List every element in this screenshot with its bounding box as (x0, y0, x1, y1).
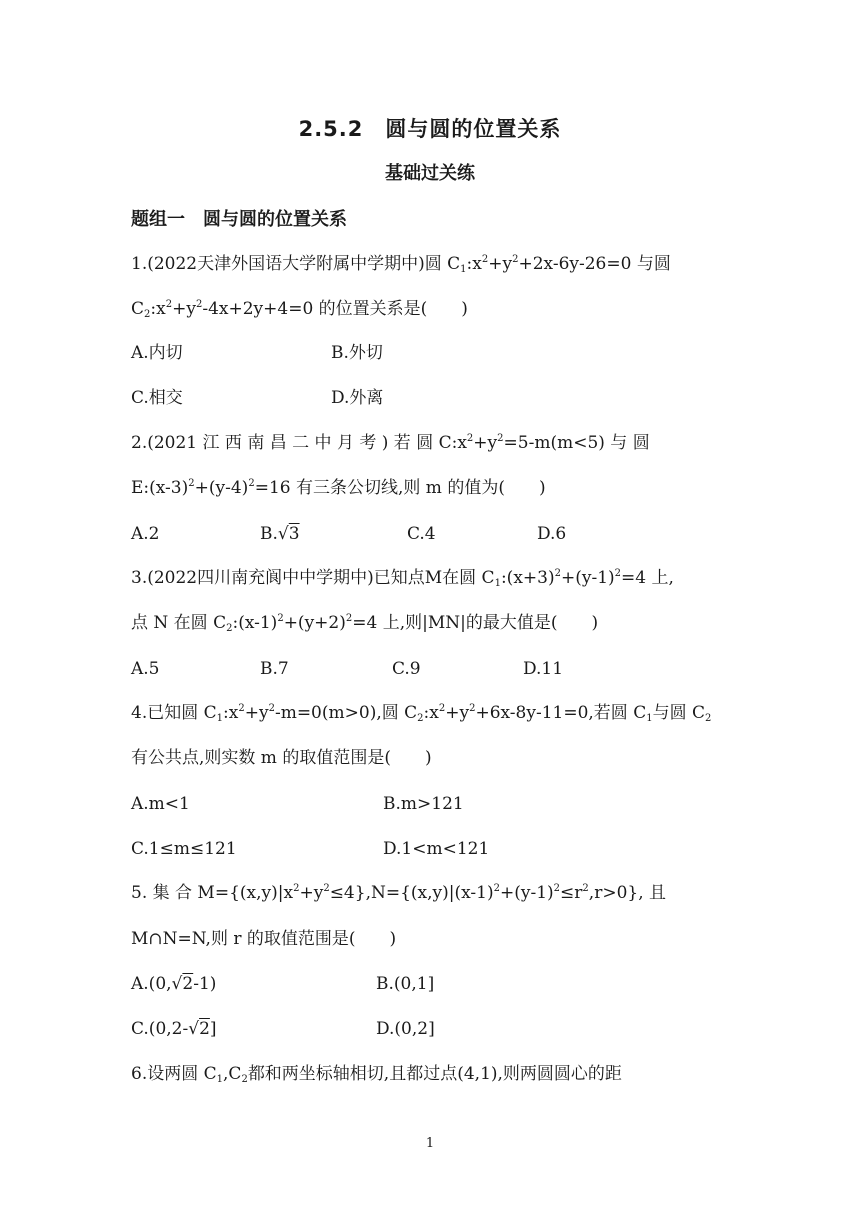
q5-option-c: C.(0,2-√2] (131, 1019, 217, 1039)
q4-line-2: 有公共点,则实数 m 的取值范围是( ) (131, 748, 432, 768)
q1-option-a: A.内切 (131, 343, 183, 363)
q1-line-2: $C_2:x^2+y^2-4x+2y+4=0$ 的位置关系是( ) (131, 299, 468, 320)
q1-line-1: 1.(2022天津外国语大学附属中学期中)圆 $C_1:x^2+y^2+2x-6y-26=0$ 与圆 (131, 254, 671, 275)
q3-option-c: C.9 (392, 659, 421, 679)
q3-option-d: D.11 (523, 659, 564, 679)
q2-line-2: $E:(x-3)^2+(y-4)^2=16$ 有三条公切线,则 m 的值为( ) (131, 478, 546, 498)
q4-option-c: C.1≤m≤121 (131, 839, 237, 859)
q5-option-d: D.(0,2] (376, 1019, 435, 1039)
section-subtitle: 基础过关练 (385, 163, 475, 184)
q2-option-a: A.2 (131, 524, 160, 544)
q2-line-1: 2.(2021 江 西 南 昌 二 中 月 考 ) 若 圆 $C:x^2+y^2=5-m(m<5)$ 与 圆 (131, 433, 650, 453)
q2-option-d: D.6 (537, 524, 567, 544)
q4-option-d: D.1<m<121 (383, 839, 490, 859)
q1-option-c: C.相交 (131, 388, 183, 408)
q6-line-1: 6.设两圆 $C_1,C_2$都和两坐标轴相切,且都过点(4,1),则两圆圆心的距 (131, 1064, 622, 1085)
q1-option-d: D.外离 (331, 388, 384, 408)
q2-option-c: C.4 (407, 524, 436, 544)
q5-option-b: B.(0,1] (376, 974, 435, 994)
q3-line-2: 点 N 在圆 $C_2:(x-1)^2+(y+2)^2=4$ 上,则|MN|的最大值是( ) (131, 613, 599, 634)
q4-line-1: 4.已知圆 $C_1:x^2+y^2-m=0(m>0)$,圆 $C_2:x^2+y^2+6x-8y-11=0$,若圆 $C_1$与圆 $C_2$ (131, 703, 712, 724)
q2-option-b: B.√3 (260, 524, 300, 544)
q3-option-b: B.7 (260, 659, 289, 679)
q4-option-b: B.m>121 (383, 794, 464, 814)
q3-option-a: A.5 (131, 659, 160, 679)
group-heading: 题组一 圆与圆的位置关系 (131, 209, 347, 230)
q5-option-a: A.(0,√2-1) (131, 974, 217, 994)
q3-line-1: 3.(2022四川南充阆中中学期中)已知点M在圆 $C_1:(x+3)^2+(y-1)^2=4$ 上, (131, 568, 674, 589)
page-number: 1 (425, 1136, 435, 1151)
q5-line-1: 5. 集 合 $M=\{(x,y)|x^2+y^2\le 4\},N=\{(x,y)|(x-1)^2+(y-1)^2\le r^2,r>0\}$, 且 (131, 883, 667, 903)
q4-option-a: A.m<1 (131, 794, 190, 814)
q1-option-b: B.外切 (331, 343, 383, 363)
q5-line-2: M∩N=N,则 r 的取值范围是( ) (131, 929, 397, 949)
section-title: 2.5.2 圆与圆的位置关系 (298, 117, 562, 141)
